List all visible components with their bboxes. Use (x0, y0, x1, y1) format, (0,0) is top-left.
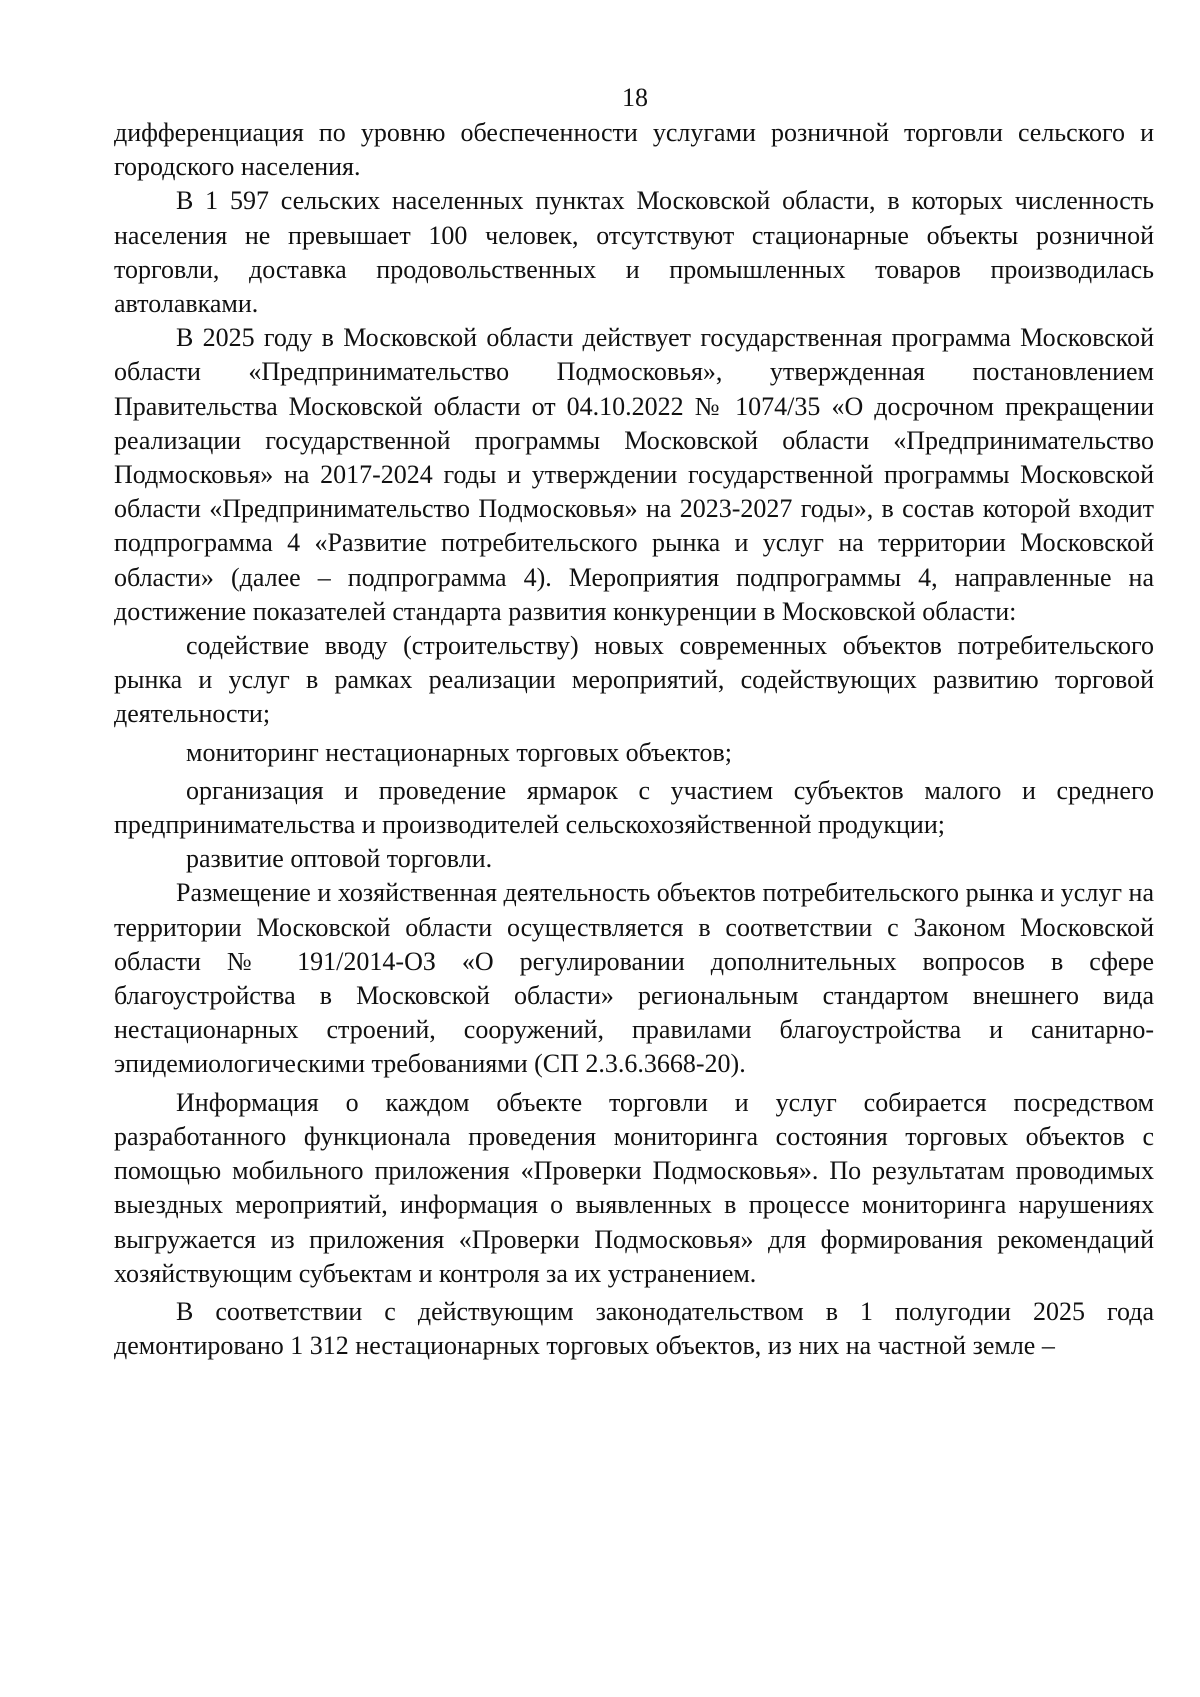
paragraph-state-program: В 2025 году в Московской области действует государственная программа Московской области «Предпринимательство Подмосковья», утвержденная постановлением Правительства Московской области от 04.10.2022 № 1074/35 «О досрочном прекращении реализации государственной программы Московской области «Предпринимательство Подмосковья» на 2017-2024 годы и утверждении государственной программы Московской области «Предпринимательство Подмосковья» на 2023-2027 годы», в состав которой входит подпрограмма 4 «Развитие потребительского рынка и услуг на территории Московской области» (далее – подпрограмма 4). Мероприятия подпрограммы 4, направленные на достижение показателей стандарта развития конкуренции в Московской области: (114, 323, 1154, 626)
paragraph-monitoring-app: Информация о каждом объекте торговли и услуг собирается посредством разработанного функционала проведения мониторинга состояния торговых объектов с помощью мобильного приложения «Проверки Подмосковья». По результатам проводимых выездных мероприятий, информация о выявленных в процессе мониторинга нарушениях выгружается из приложения «Проверки Подмосковья» для формирования рекомендаций хозяйствующим субъектам и контроля за их устранением. (114, 1087, 1154, 1288)
list-item-fairs: организация и проведение ярмарок с участием субъектов малого и среднего предпринимательства и производителей сельскохозяйственной продукции; (114, 775, 1154, 840)
document-body (114, 116, 1154, 1363)
paragraph-placement-rules: Размещение и хозяйственная деятельность объектов потребительского рынка и услуг на территории Московской области осуществляется в соответствии с Законом Московской области № 191/2014-ОЗ «О регулировании дополнительных вопросов в сфере благоустройства в Московской области» региональным стандартом внешнего вида нестационарных строений, сооружений, правилами благоустройства и санитарно-эпидемиологическими требованиями (СП 2.3.6.3668-20). (114, 878, 1154, 1079)
list-item-construction-support: содействие вводу (строительству) новых современных объектов потребительского рынка и услуг в рамках реализации мероприятий, содействующих развитию торговой деятельности; (114, 631, 1154, 729)
paragraph-rural-settlements: В 1 597 сельских населенных пунктах Московской области, в которых численность населения не превышает 100 человек, отсутствуют стационарные объекты розничной торговли, доставка продовольственных и промышленных товаров производилась автолавками. (114, 186, 1154, 319)
list-item-monitoring: мониторинг нестационарных торговых объектов; (186, 737, 732, 767)
page-number: 18 (622, 83, 648, 112)
list-item-wholesale: развитие оптовой торговли. (186, 844, 493, 874)
paragraph-continuation: дифференциация по уровню обеспеченности услугами розничной торговли сельского и городского населения. (114, 118, 1154, 182)
paragraph-dismantled-objects: В соответствии с действующим законодательством в 1 полугодии 2025 года демонтировано 1 312 нестационарных торговых объектов, из них на частной земле – (114, 1296, 1154, 1361)
